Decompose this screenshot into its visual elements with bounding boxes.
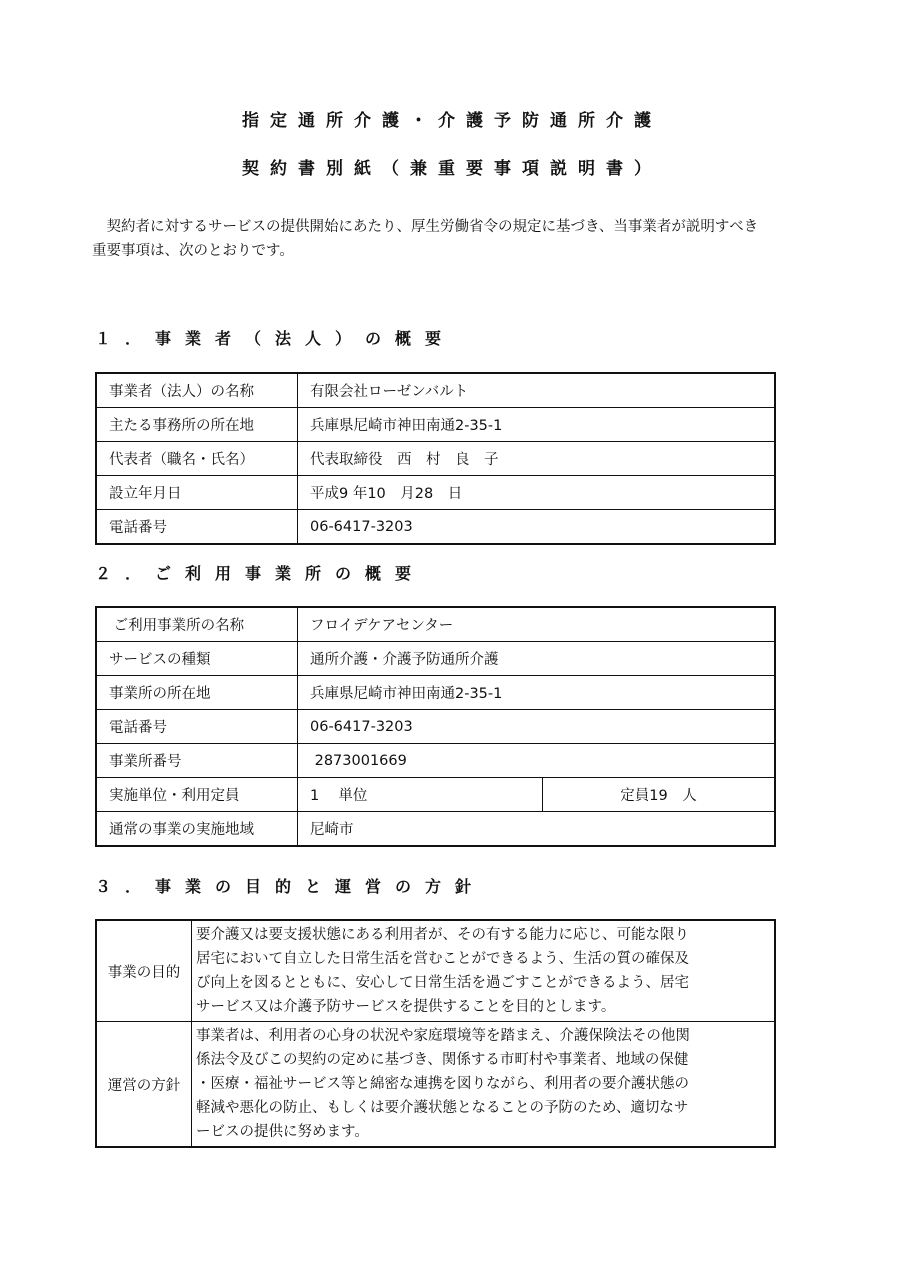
table-row	[96, 920, 775, 1022]
table-row	[96, 676, 775, 710]
intro-line-1: 契約者に対するサービスの提供開始にあたり、厚生労働省令の規定に基づき、当事業者が説明すべき	[92, 219, 759, 235]
section1-heading: １．事業者（法人）の概要	[95, 329, 456, 348]
service-type-value: 通所介護・介護予防通所介護	[298, 642, 776, 676]
service-area-value: 尼崎市	[298, 812, 776, 847]
table-row	[96, 1022, 775, 1148]
row-label: 電話番号	[96, 510, 298, 545]
text-line: 係法令及びこの契約の定めに基づき、関係する市町村や事業者、地域の保健	[196, 1052, 689, 1068]
row-label: 事業所番号	[96, 744, 298, 778]
phone-value: 06-6417-3203	[298, 510, 776, 545]
company-name-value: 有限会社ローゼンバルト	[298, 373, 776, 408]
row-label: サービスの種類	[96, 642, 298, 676]
section2-heading: ２．ご利用事業所の概要	[95, 564, 426, 583]
facility-overview-table	[95, 606, 776, 847]
table-row	[96, 408, 775, 442]
purpose-label: 事業の目的	[96, 920, 192, 1022]
text-line: 事業者は、利用者の心身の状況や家庭環境等を踏まえ、介護保険法その他関	[196, 1028, 690, 1044]
facility-address-value: 兵庫県尼崎市神田南通2-35-1	[298, 676, 776, 710]
section3-heading: ３．事業の目的と運営の方針	[95, 877, 486, 896]
text-line: 軽減や悪化の防止、もしくは要介護状態となることの予防のため、適切なサ	[196, 1100, 689, 1116]
row-label: 代表者（職名・氏名）	[96, 442, 298, 476]
table-row	[96, 710, 775, 744]
table-row	[96, 607, 775, 642]
policy-label: 運営の方針	[96, 1022, 192, 1148]
text-line: ービスの提供に努めます。	[196, 1124, 369, 1140]
purpose-text	[192, 920, 776, 1022]
facility-name-value: フロイデケアセンター	[298, 607, 776, 642]
document-title-line1: 指定通所介護・介護予防通所介護	[242, 111, 662, 131]
row-label: ご利用事業所の名称	[96, 607, 298, 642]
table-row	[96, 744, 775, 778]
row-label: 実施単位・利用定員	[96, 778, 298, 812]
row-label: 事業者（法人）の名称	[96, 373, 298, 408]
table-row	[96, 476, 775, 510]
text-line: サービス又は介護予防サービスを提供することを目的とします。	[196, 999, 616, 1015]
table-row	[96, 373, 775, 408]
text-line: び向上を図るとともに、安心して日常生活を過ごすことができるよう、居宅	[196, 975, 689, 991]
table-row	[96, 442, 775, 476]
company-overview-table	[95, 372, 776, 545]
row-label: 主たる事務所の所在地	[96, 408, 298, 442]
capacity-value: 定員19 人	[543, 778, 776, 812]
document-title-line2: 契約書別紙（兼重要事項説明書）	[242, 159, 662, 179]
row-label: 通常の事業の実施地域	[96, 812, 298, 847]
intro-line-2: 重要事項は、次のとおりです。	[92, 243, 294, 259]
text-line: 居宅において自立した日常生活を営むことができるよう、生活の質の確保及	[196, 951, 689, 967]
facility-number-value: 2873001669	[298, 744, 776, 778]
text-line: ・医療・福祉サービス等と綿密な連携を図りながら、利用者の要介護状態の	[196, 1076, 689, 1092]
table-row	[96, 812, 775, 847]
table-row	[96, 778, 775, 812]
text-line: 要介護又は要支援状態にある利用者が、その有する能力に応じ、可能な限り	[196, 927, 689, 943]
row-label: 電話番号	[96, 710, 298, 744]
representative-value: 代表取締役 西 村 良 子	[298, 442, 776, 476]
office-address-value: 兵庫県尼崎市神田南通2-35-1	[298, 408, 776, 442]
purpose-policy-table	[95, 919, 776, 1148]
intro-paragraph	[92, 215, 822, 263]
facility-phone-value: 06-6417-3203	[298, 710, 776, 744]
table-row	[96, 642, 775, 676]
table-row	[96, 510, 775, 545]
row-label: 事業所の所在地	[96, 676, 298, 710]
established-date-value: 平成9 年10 月28 日	[298, 476, 776, 510]
policy-text	[192, 1022, 776, 1148]
row-label: 設立年月日	[96, 476, 298, 510]
unit-value: 1 単位	[298, 778, 543, 812]
